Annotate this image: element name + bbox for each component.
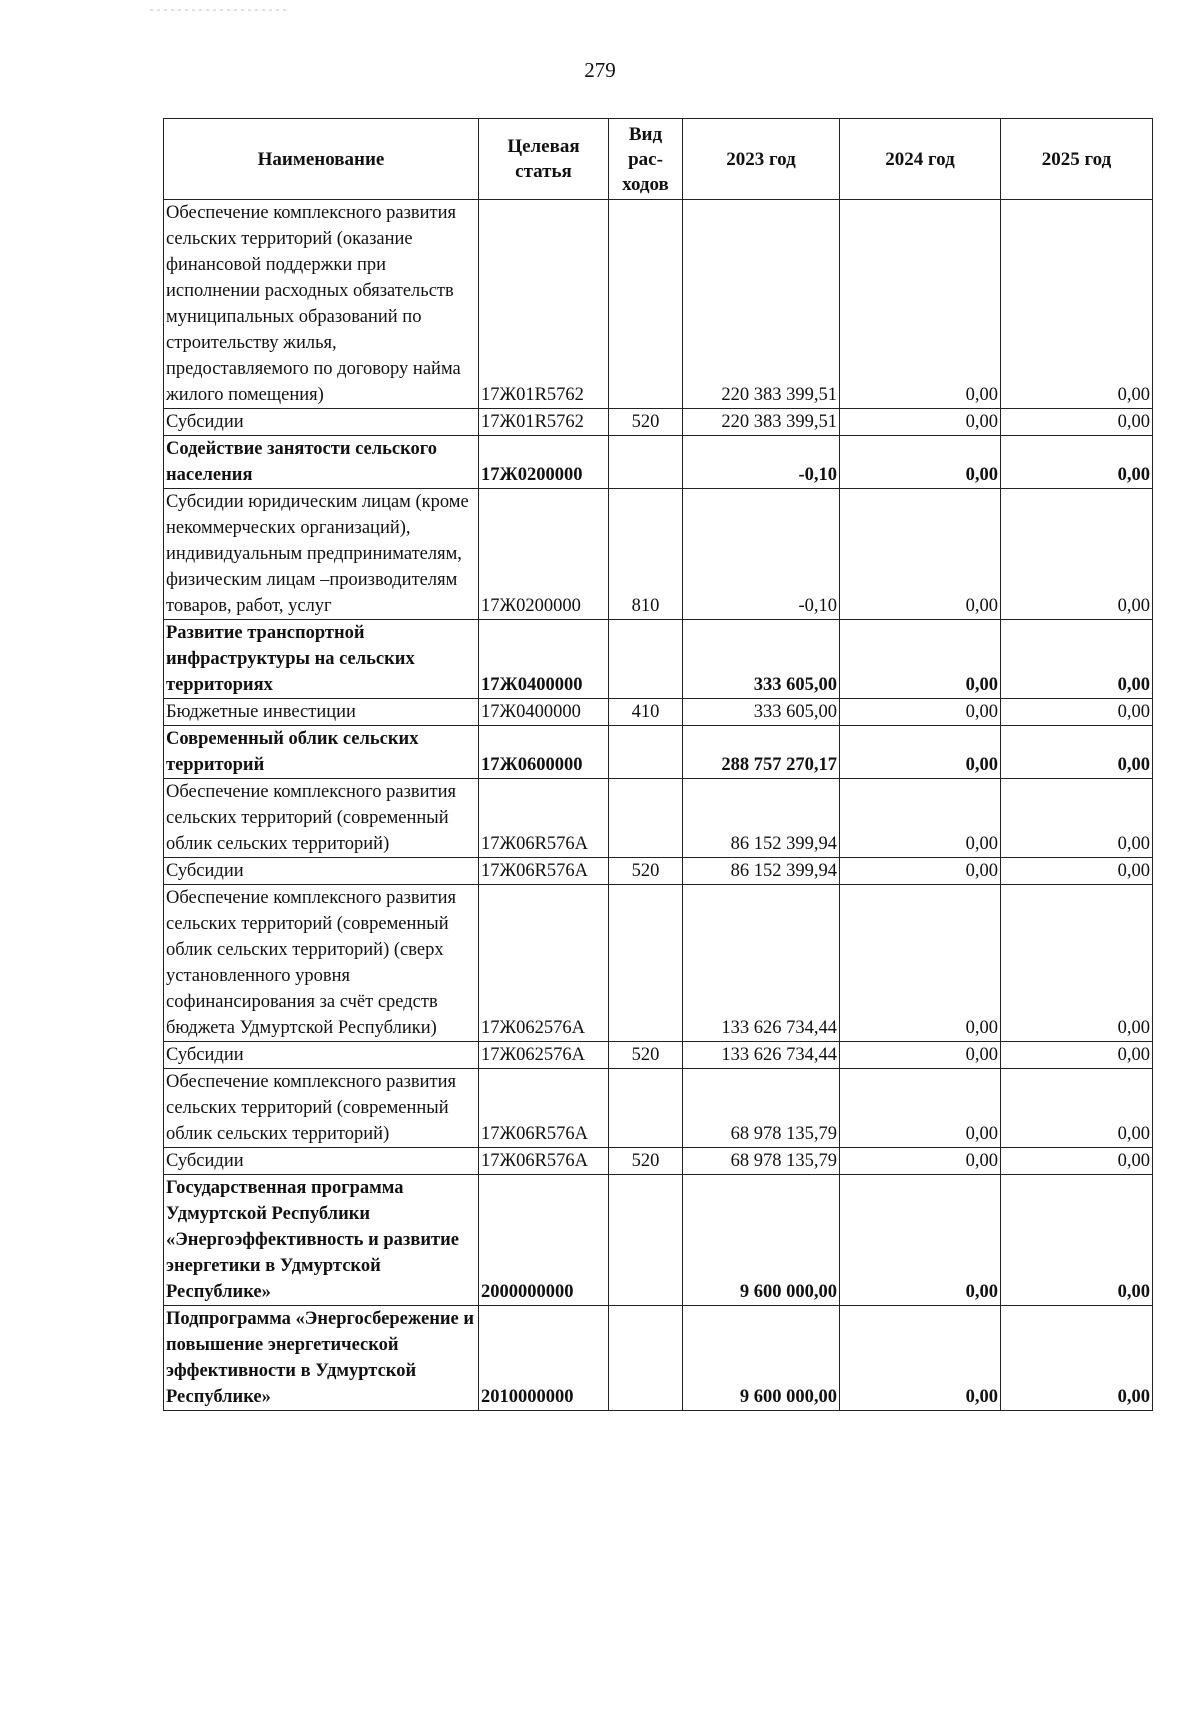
- row-2024-amount-cell: 0,00: [840, 620, 1001, 699]
- row-2023-amount-cell: 86 152 399,94: [683, 858, 840, 885]
- row-name-cell: Бюджетные инвестиции: [164, 699, 479, 726]
- row-2023-amount-cell: 9 600 000,00: [683, 1175, 840, 1306]
- header-2024: 2024 год: [840, 119, 1001, 200]
- row-2025-amount-cell: 0,00: [1001, 1306, 1153, 1411]
- row-target-article-cell: 17Ж06R576A: [479, 779, 609, 858]
- table-row: [164, 1306, 1153, 1411]
- row-2025-amount-cell: 0,00: [1001, 858, 1153, 885]
- table-row: [164, 779, 1153, 858]
- row-2024-amount-cell: 0,00: [840, 489, 1001, 620]
- row-2023-amount-cell: 68 978 135,79: [683, 1148, 840, 1175]
- row-target-article-cell: 17Ж06R576A: [479, 1148, 609, 1175]
- row-name-cell: Субсидии: [164, 409, 479, 436]
- row-target-article-cell: 2000000000: [479, 1175, 609, 1306]
- table-row: [164, 1148, 1153, 1175]
- row-name-cell: Государственная программа Удмуртской Республики «Энергоэффективность и развитие энергетики в Удмуртской Республике»: [164, 1175, 479, 1306]
- row-2023-amount-cell: 86 152 399,94: [683, 779, 840, 858]
- header-expense-type: [609, 119, 683, 200]
- table-row: [164, 1042, 1153, 1069]
- row-target-article-cell: 2010000000: [479, 1306, 609, 1411]
- row-2024-amount-cell: 0,00: [840, 726, 1001, 779]
- row-expense-type-cell: [609, 885, 683, 1042]
- row-2024-amount-cell: 0,00: [840, 1306, 1001, 1411]
- row-expense-type-cell: 410: [609, 699, 683, 726]
- row-target-article-cell: 17Ж0400000: [479, 699, 609, 726]
- row-2025-amount-cell: 0,00: [1001, 409, 1153, 436]
- header-target-article: Целевая статья: [479, 119, 609, 200]
- row-expense-type-cell: [609, 1069, 683, 1148]
- row-2024-amount-cell: 0,00: [840, 1148, 1001, 1175]
- row-name-cell: Субсидии: [164, 1148, 479, 1175]
- table-body: [164, 200, 1153, 1411]
- budget-table: [163, 118, 1153, 1411]
- row-expense-type-cell: [609, 1175, 683, 1306]
- row-2025-amount-cell: 0,00: [1001, 489, 1153, 620]
- header-expense-type-line: ходов: [622, 173, 669, 195]
- row-2023-amount-cell: 220 383 399,51: [683, 200, 840, 409]
- row-2024-amount-cell: 0,00: [840, 1069, 1001, 1148]
- row-target-article-cell: 17Ж01R5762: [479, 409, 609, 436]
- row-2025-amount-cell: 0,00: [1001, 699, 1153, 726]
- row-2024-amount-cell: 0,00: [840, 1042, 1001, 1069]
- row-name-cell: Обеспечение комплексного развития сельских территорий (современный облик сельских территорий): [164, 779, 479, 858]
- row-expense-type-cell: 520: [609, 1042, 683, 1069]
- row-2023-amount-cell: -0,10: [683, 489, 840, 620]
- row-name-cell: Подпрограмма «Энергосбережение и повышение энергетической эффективности в Удмуртской Республике»: [164, 1306, 479, 1411]
- row-2024-amount-cell: 0,00: [840, 436, 1001, 489]
- row-expense-type-cell: [609, 779, 683, 858]
- row-name-cell: Обеспечение комплексного развития сельских территорий (современный облик сельских территорий): [164, 1069, 479, 1148]
- table-row: [164, 858, 1153, 885]
- header-expense-type-line: Вид: [628, 123, 663, 145]
- table-row: [164, 699, 1153, 726]
- row-2023-amount-cell: -0,10: [683, 436, 840, 489]
- row-target-article-cell: 17Ж06R576A: [479, 858, 609, 885]
- row-2024-amount-cell: 0,00: [840, 409, 1001, 436]
- row-2025-amount-cell: 0,00: [1001, 885, 1153, 1042]
- table-row: [164, 885, 1153, 1042]
- row-2023-amount-cell: 133 626 734,44: [683, 885, 840, 1042]
- row-2023-amount-cell: 68 978 135,79: [683, 1069, 840, 1148]
- header-name: Наименование: [164, 119, 479, 200]
- row-expense-type-cell: 520: [609, 409, 683, 436]
- row-2023-amount-cell: 9 600 000,00: [683, 1306, 840, 1411]
- row-name-cell: Субсидии юридическим лицам (кроме некоммерческих организаций), индивидуальным предпринимателям, физическим лицам –производителям товаров, работ, услуг: [164, 489, 479, 620]
- table-row: [164, 200, 1153, 409]
- table-header: [164, 119, 1153, 200]
- row-2025-amount-cell: 0,00: [1001, 779, 1153, 858]
- header-2025: 2025 год: [1001, 119, 1153, 200]
- row-expense-type-cell: [609, 1306, 683, 1411]
- scan-artifact: [150, 8, 290, 12]
- row-2023-amount-cell: 220 383 399,51: [683, 409, 840, 436]
- row-2025-amount-cell: 0,00: [1001, 726, 1153, 779]
- row-2023-amount-cell: 288 757 270,17: [683, 726, 840, 779]
- table-row: [164, 620, 1153, 699]
- table-row: [164, 1175, 1153, 1306]
- header-2023: 2023 год: [683, 119, 840, 200]
- row-target-article-cell: 17Ж0200000: [479, 489, 609, 620]
- row-2025-amount-cell: 0,00: [1001, 1069, 1153, 1148]
- table-row: [164, 409, 1153, 436]
- row-target-article-cell: 17Ж0200000: [479, 436, 609, 489]
- row-name-cell: Содействие занятости сельского населения: [164, 436, 479, 489]
- row-name-cell: Субсидии: [164, 858, 479, 885]
- row-name-cell: Обеспечение комплексного развития сельских территорий (современный облик сельских территорий) (сверх установленного уровня софинансирования за счёт средств бюджета Удмуртской Республики): [164, 885, 479, 1042]
- row-expense-type-cell: 810: [609, 489, 683, 620]
- row-2024-amount-cell: 0,00: [840, 779, 1001, 858]
- header-expense-type-line: рас-: [628, 148, 663, 170]
- row-2023-amount-cell: 333 605,00: [683, 699, 840, 726]
- row-target-article-cell: 17Ж062576A: [479, 1042, 609, 1069]
- row-2023-amount-cell: 333 605,00: [683, 620, 840, 699]
- row-expense-type-cell: [609, 200, 683, 409]
- row-expense-type-cell: [609, 726, 683, 779]
- page-number: 279: [584, 58, 616, 82]
- row-2025-amount-cell: 0,00: [1001, 200, 1153, 409]
- row-2023-amount-cell: 133 626 734,44: [683, 1042, 840, 1069]
- row-target-article-cell: 17Ж0400000: [479, 620, 609, 699]
- row-expense-type-cell: [609, 620, 683, 699]
- row-2025-amount-cell: 0,00: [1001, 1148, 1153, 1175]
- row-target-article-cell: 17Ж06R576A: [479, 1069, 609, 1148]
- row-2025-amount-cell: 0,00: [1001, 620, 1153, 699]
- row-name-cell: Современный облик сельских территорий: [164, 726, 479, 779]
- header-row: [164, 119, 1153, 200]
- row-expense-type-cell: [609, 436, 683, 489]
- table-row: [164, 489, 1153, 620]
- row-2024-amount-cell: 0,00: [840, 699, 1001, 726]
- row-name-cell: Обеспечение комплексного развития сельских территорий (оказание финансовой поддержки при исполнении расходных обязательств муниципальных образований по строительству жилья, предоставляемого по договору найма жилого помещения): [164, 200, 479, 409]
- row-target-article-cell: 17Ж01R5762: [479, 200, 609, 409]
- row-target-article-cell: 17Ж062576A: [479, 885, 609, 1042]
- row-2025-amount-cell: 0,00: [1001, 1042, 1153, 1069]
- row-2024-amount-cell: 0,00: [840, 858, 1001, 885]
- row-2024-amount-cell: 0,00: [840, 200, 1001, 409]
- row-name-cell: Субсидии: [164, 1042, 479, 1069]
- row-2024-amount-cell: 0,00: [840, 885, 1001, 1042]
- row-expense-type-cell: 520: [609, 1148, 683, 1175]
- table-row: [164, 436, 1153, 489]
- table-row: [164, 726, 1153, 779]
- row-name-cell: Развитие транспортной инфраструктуры на сельских территориях: [164, 620, 479, 699]
- row-2025-amount-cell: 0,00: [1001, 1175, 1153, 1306]
- table-row: [164, 1069, 1153, 1148]
- row-2025-amount-cell: 0,00: [1001, 436, 1153, 489]
- row-expense-type-cell: 520: [609, 858, 683, 885]
- row-target-article-cell: 17Ж0600000: [479, 726, 609, 779]
- row-2024-amount-cell: 0,00: [840, 1175, 1001, 1306]
